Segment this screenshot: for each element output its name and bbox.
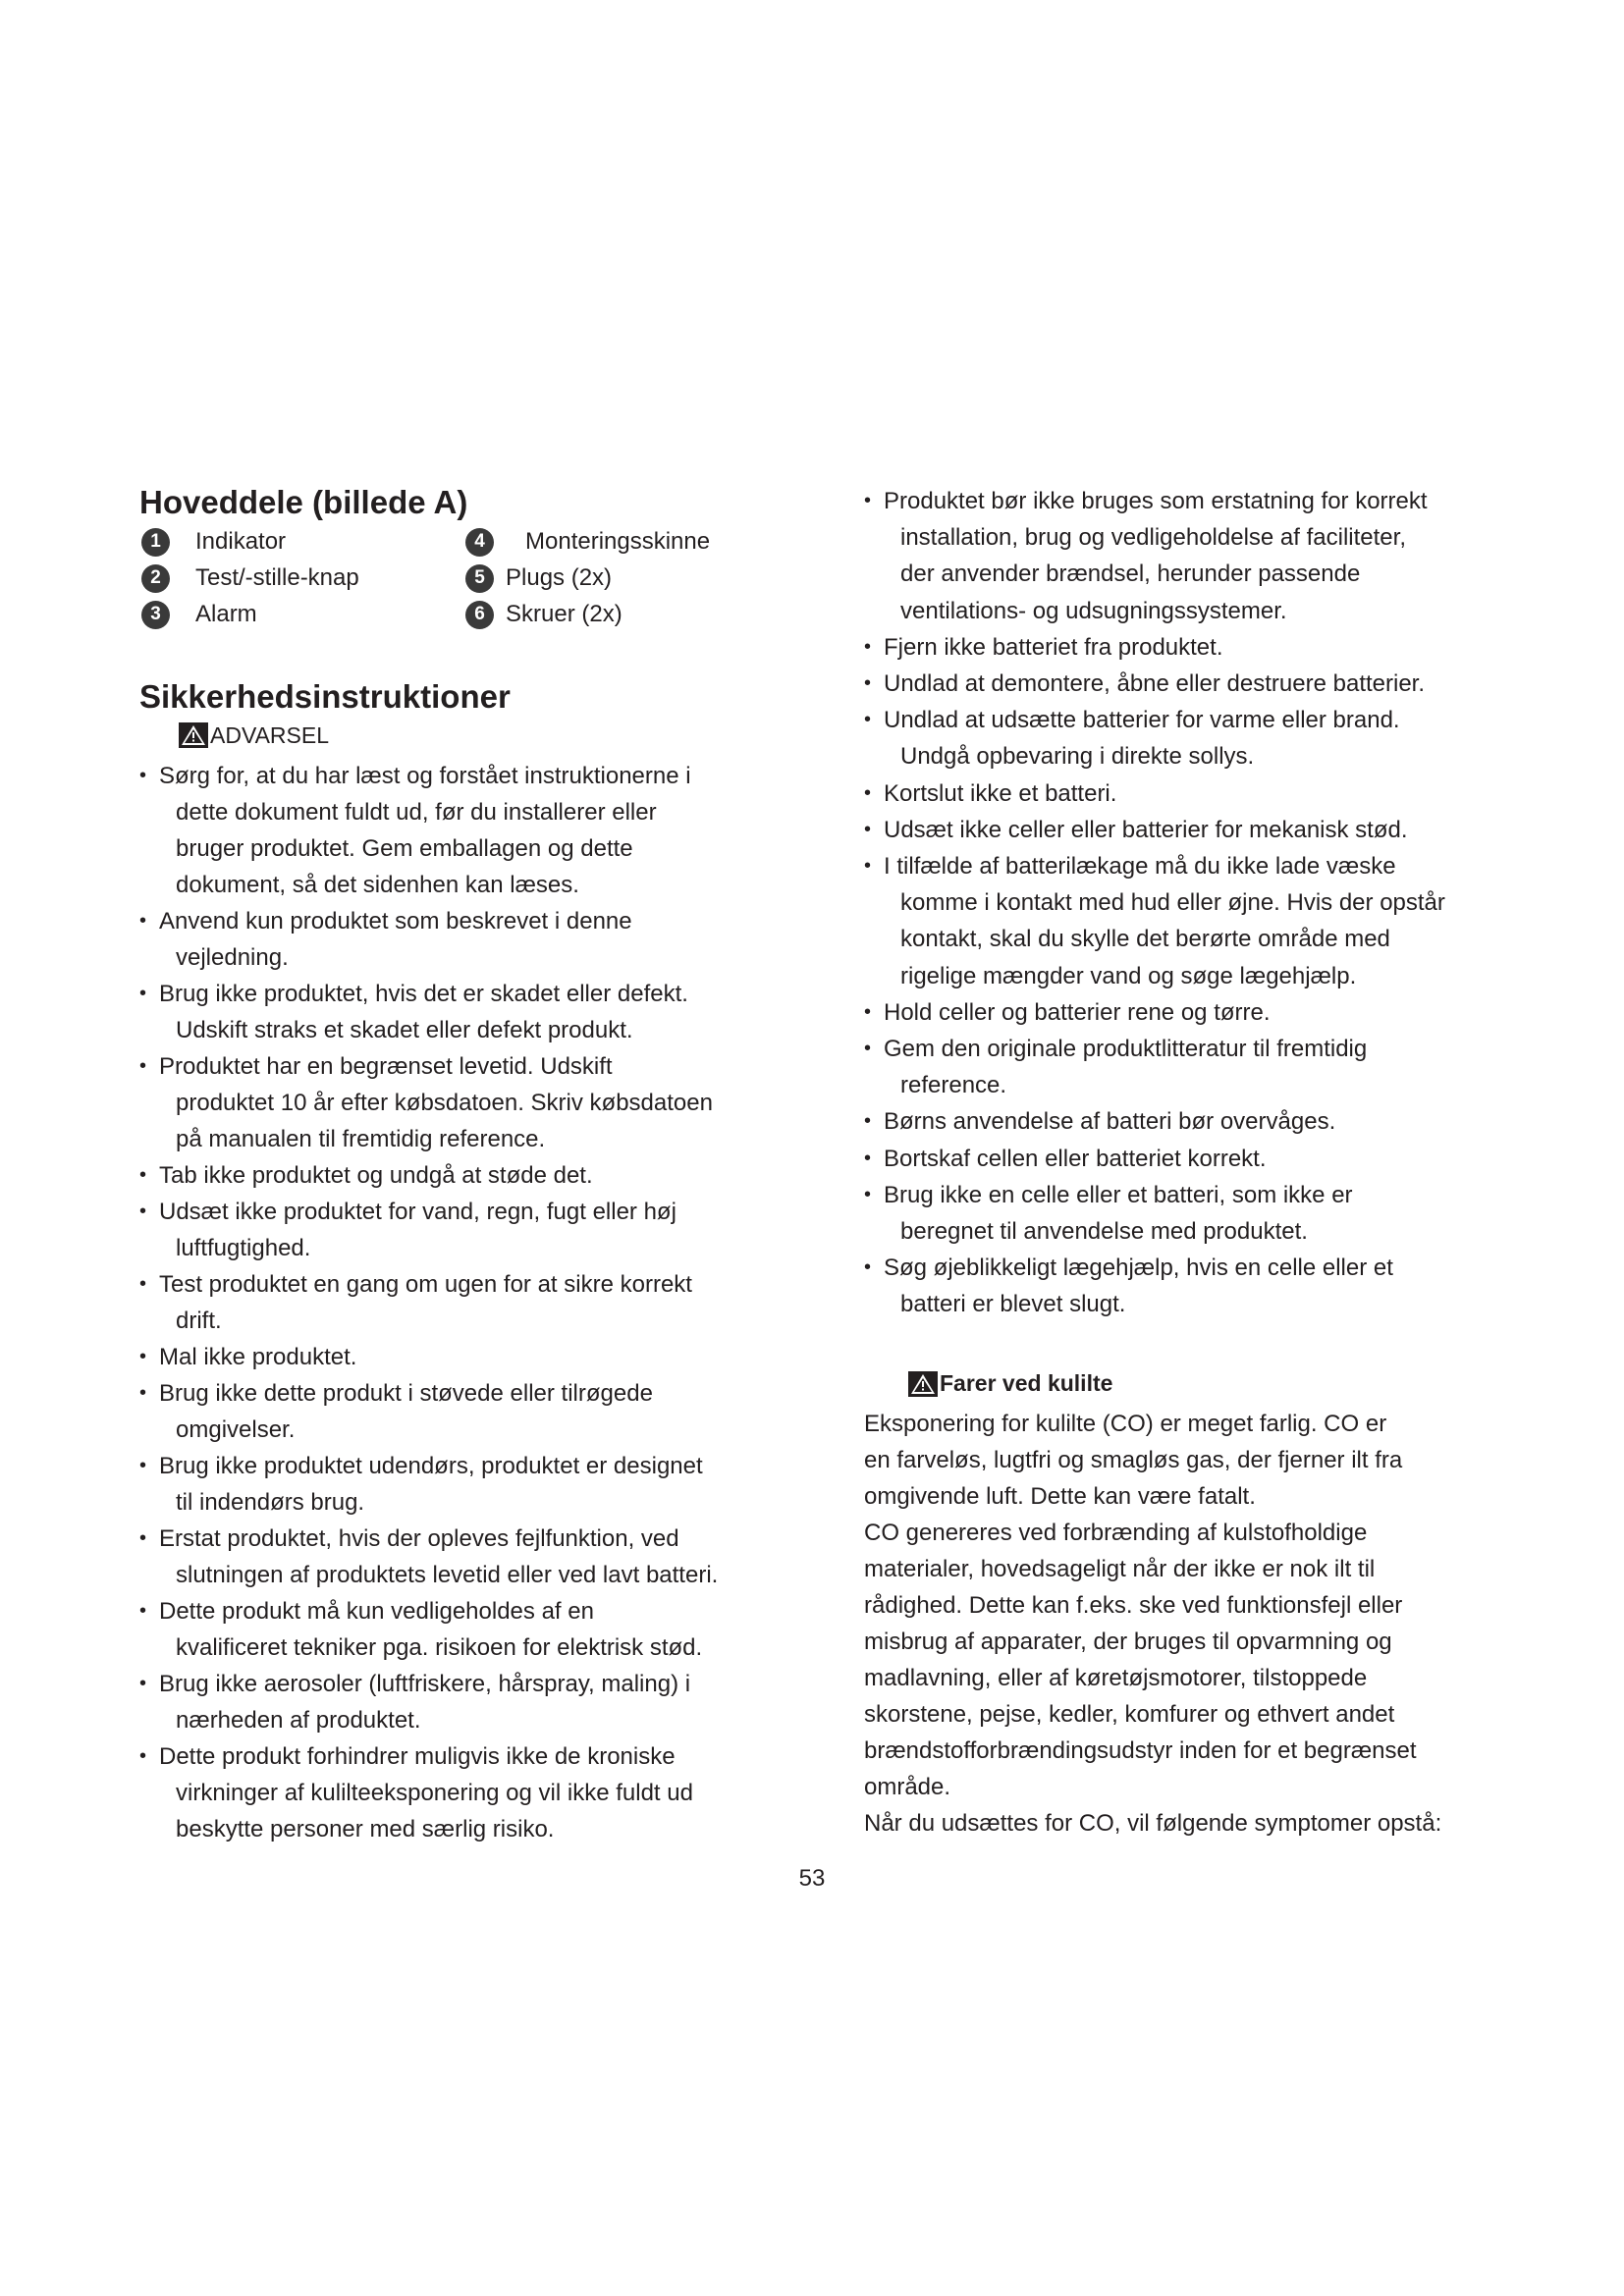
part-item: 5 Plugs (2x): [465, 561, 612, 596]
part-number-badge: 2: [141, 564, 170, 593]
part-number-badge: 6: [465, 601, 494, 629]
bullet-item: • Brug ikke en celle eller et batteri, som ikke er beregnet til anvendelse med produktet.: [864, 1177, 1492, 1250]
bullet-item: • Undlad at udsætte batterier for varme eller brand. Undgå opbevaring i direkte sollys.: [864, 702, 1492, 774]
safety-list-right: [864, 483, 1492, 1323]
bullet-item: • Test produktet en gang om ugen for at sikre korrekt drift.: [139, 1266, 827, 1339]
bullet-item: • Søg øjeblikkeligt lægehjælp, hvis en celle eller et batteri er blevet slugt.: [864, 1250, 1492, 1322]
bullet-item: • Fjern ikke batteriet fra produktet.: [864, 629, 1492, 666]
bullet-item: • Mal ikke produktet.: [139, 1339, 827, 1375]
part-number-badge: 1: [141, 528, 170, 557]
left-column: [139, 483, 827, 1847]
co-heading: [908, 1366, 1492, 1402]
bullet-item: • Hold celler og batterier rene og tørre.: [864, 994, 1492, 1031]
bullet-item: • Bortskaf cellen eller batteriet korrekt.: [864, 1141, 1492, 1177]
part-item: 6 Skruer (2x): [465, 597, 623, 632]
parts-title: Hoveddele (billede A): [139, 484, 468, 520]
part-item: 1 Indikator: [141, 524, 286, 560]
bullet-item: • Brug ikke produktet udendørs, produktet er designet til indendørs brug.: [139, 1448, 827, 1521]
right-column: [864, 483, 1492, 1842]
bullet-item: • Tab ikke produktet og undgå at støde det.: [139, 1157, 827, 1194]
bullet-item: • Dette produkt forhindrer muligvis ikke de kroniske virkninger af kulilteeksponering og vil ikke fuldt ud beskytte personer med særlig risiko.: [139, 1738, 827, 1847]
warning-triangle-icon: [908, 1371, 938, 1397]
co-text: [864, 1406, 1492, 1842]
co-paragraph: Når du udsættes for CO, vil følgende symptomer opstå:: [864, 1809, 1442, 1837]
bullet-item: • Brug ikke aerosoler (luftfriskere, hårspray, maling) i nærheden af produktet.: [139, 1666, 827, 1738]
bullet-item: • Dette produkt må kun vedligeholdes af en kvalificeret tekniker pga. risikoen for elektrisk stød.: [139, 1593, 827, 1666]
bullet-item: • Kortslut ikke et batteri.: [864, 775, 1492, 812]
bullet-item: • Brug ikke produktet, hvis det er skadet eller defekt. Udskift straks et skadet eller defekt produkt.: [139, 976, 827, 1048]
bullet-item: • Børns anvendelse af batteri bør overvåges.: [864, 1103, 1492, 1140]
co-heading-text: Farer ved kulilte: [940, 1370, 1113, 1397]
part-number-badge: 4: [465, 528, 494, 557]
bullet-item: • Udsæt ikke produktet for vand, regn, fugt eller høj luftfugtighed.: [139, 1194, 827, 1266]
part-item: 4 Monteringsskinne: [465, 524, 710, 560]
bullet-item: • Produktet har en begrænset levetid. Udskift produktet 10 år efter købsdatoen. Skriv købsdatoen på manualen til fremtidig reference.: [139, 1048, 827, 1157]
part-item: 2 Test/-stille-knap: [141, 561, 359, 596]
warning-triangle-icon: [179, 722, 208, 748]
co-paragraph: CO genereres ved forbrænding af kulstofholdige materialer, hovedsageligt når der ikke er nok ilt til rådighed. Dette kan f.eks. ske ved funktionsfejl eller misbrug af apparater, der bruges til opvarmning og madlavning, eller af køretøjsmotorer, tilstoppede skorstene, pejse, kedler, komfurer og ethvert andet brændstofforbrændingsudstyr inden for et begrænset område.: [864, 1519, 1417, 1800]
bullet-item: • Erstat produktet, hvis der opleves fejlfunktion, ved slutningen af produktets levetid eller ved lavt batteri.: [139, 1521, 827, 1593]
part-item: 3 Alarm: [141, 597, 257, 632]
safety-list-left: [139, 758, 827, 1847]
warning-label: [179, 719, 827, 752]
bullet-item: • I tilfælde af batterilækage må du ikke lade væske komme i kontakt med hud eller øjne. Hvis der opstår kontakt, skal du skylle det berørte område med rigelige mængder vand og søge lægehjælp.: [864, 848, 1492, 994]
bullet-item: • Produktet bør ikke bruges som erstatning for korrekt installation, brug og vedligeholdelse af faciliteter, der anvender brændsel, herunder passende ventilations- og udsugningssystemer.: [864, 483, 1492, 629]
part-number-badge: 3: [141, 601, 170, 629]
safety-title: Sikkerhedsinstruktioner: [139, 678, 511, 715]
bullet-item: • Gem den originale produktlitteratur til fremtidig reference.: [864, 1031, 1492, 1103]
bullet-item: • Undlad at demontere, åbne eller destruere batterier.: [864, 666, 1492, 702]
co-paragraph: Eksponering for kulilte (CO) er meget farlig. CO er en farveløs, lugtfri og smagløs gas, der fjerner ilt fra omgivende luft. Dette kan være fatalt.: [864, 1410, 1403, 1510]
bullet-item: • Udsæt ikke celler eller batterier for mekanisk stød.: [864, 812, 1492, 848]
bullet-item: • Sørg for, at du har læst og forstået instruktionerne i dette dokument fuldt ud, før du installerer eller bruger produktet. Gem emballagen og dette dokument, så det sidenhen kan læses.: [139, 758, 827, 903]
parts-list: [139, 524, 827, 634]
part-number-badge: 5: [465, 564, 494, 593]
page-number: 53: [798, 1865, 826, 1892]
warning-text: ADVARSEL: [210, 721, 330, 748]
bullet-item: • Brug ikke dette produkt i støvede eller tilrøgede omgivelser.: [139, 1375, 827, 1448]
bullet-item: • Anvend kun produktet som beskrevet i denne vejledning.: [139, 903, 827, 976]
